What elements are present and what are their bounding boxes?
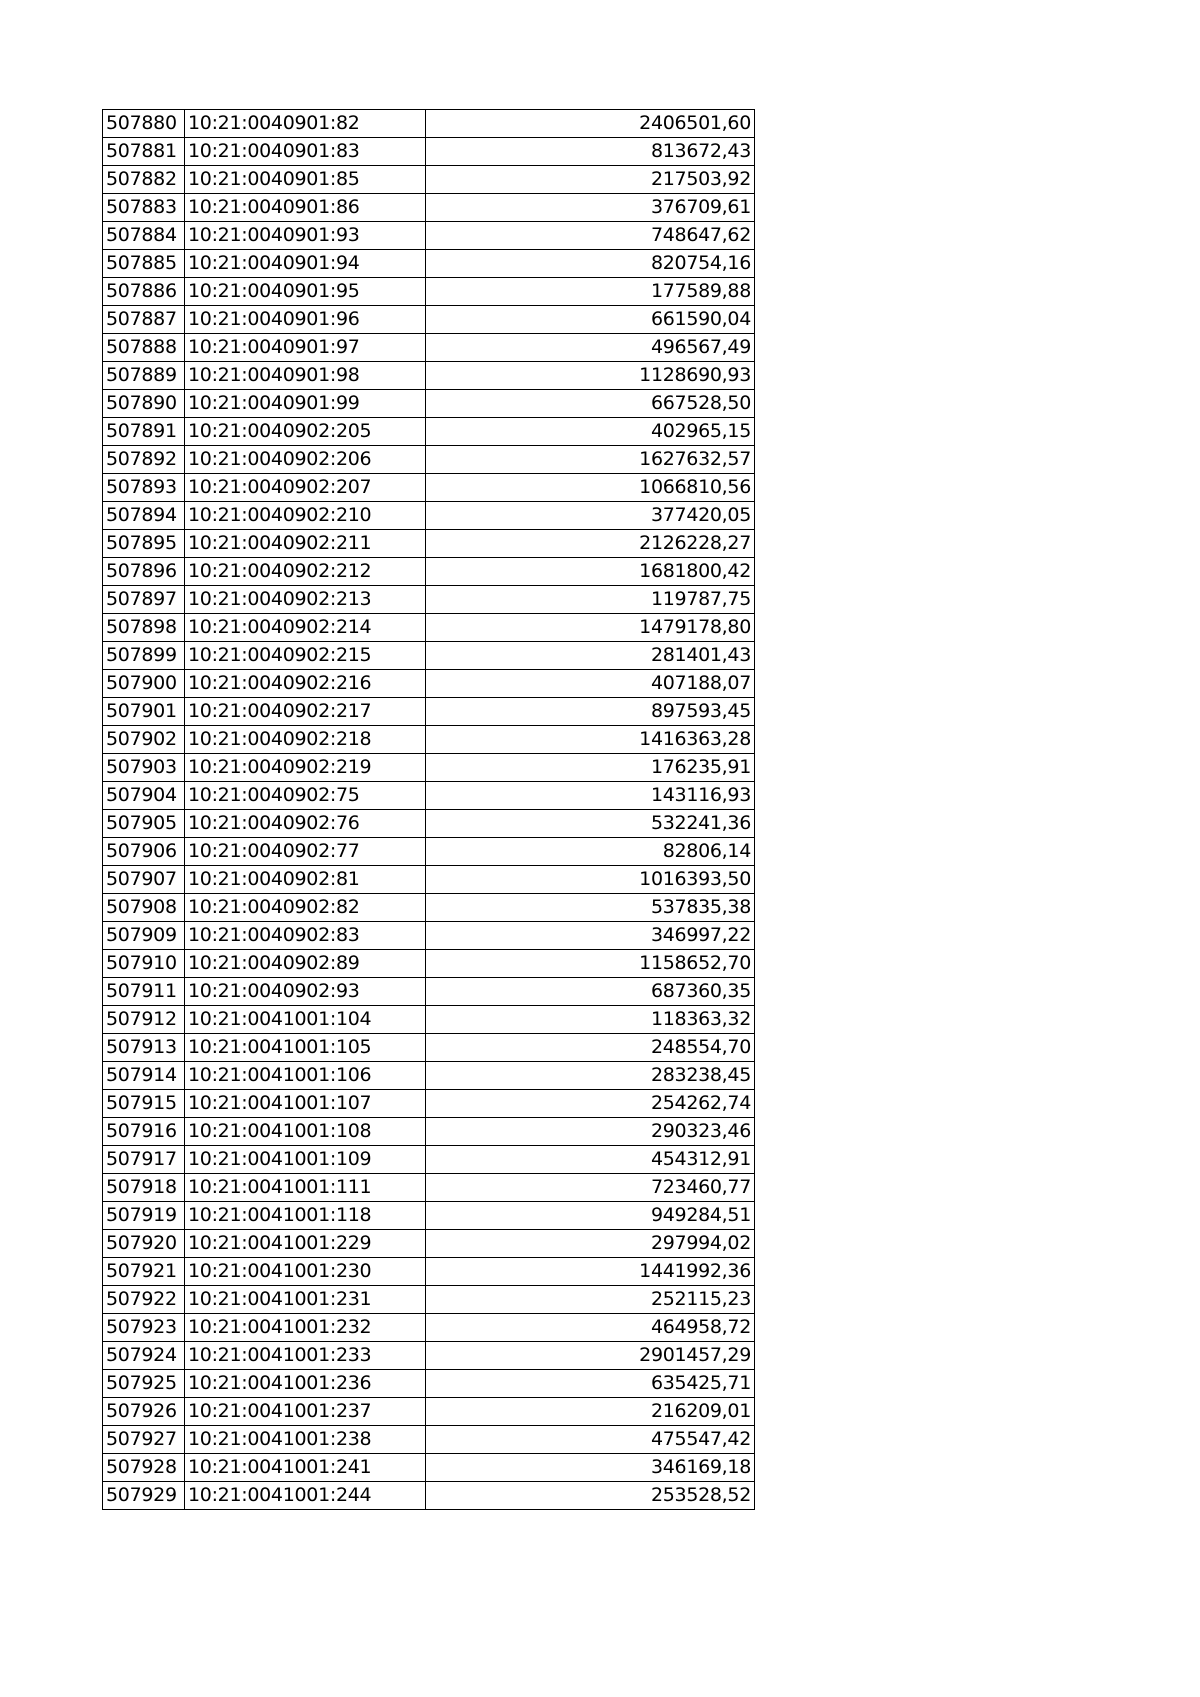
table-row — [103, 1258, 755, 1286]
cadastral-number-cell: 10:21:0040902:77 — [185, 838, 426, 866]
row-id-cell: 507925 — [103, 1370, 185, 1398]
value-cell: 897593,45 — [426, 698, 755, 726]
value-cell: 687360,35 — [426, 978, 755, 1006]
table-row — [103, 334, 755, 362]
table-row — [103, 754, 755, 782]
value-cell: 1441992,36 — [426, 1258, 755, 1286]
table-row — [103, 1062, 755, 1090]
row-id-cell: 507892 — [103, 446, 185, 474]
row-id-cell: 507926 — [103, 1398, 185, 1426]
row-id-cell: 507912 — [103, 1006, 185, 1034]
row-id-cell: 507906 — [103, 838, 185, 866]
value-cell: 1158652,70 — [426, 950, 755, 978]
cadastral-number-cell: 10:21:0040901:98 — [185, 362, 426, 390]
cadastral-number-cell: 10:21:0040902:218 — [185, 726, 426, 754]
cadastral-number-cell: 10:21:0040901:95 — [185, 278, 426, 306]
value-cell: 119787,75 — [426, 586, 755, 614]
table-row — [103, 558, 755, 586]
row-id-cell: 507917 — [103, 1146, 185, 1174]
table-row — [103, 1146, 755, 1174]
value-cell: 635425,71 — [426, 1370, 755, 1398]
table-row — [103, 782, 755, 810]
row-id-cell: 507894 — [103, 502, 185, 530]
cadastral-number-cell: 10:21:0040902:214 — [185, 614, 426, 642]
row-id-cell: 507884 — [103, 222, 185, 250]
cadastral-number-cell: 10:21:0041001:229 — [185, 1230, 426, 1258]
table-row — [103, 222, 755, 250]
cadastral-number-cell: 10:21:0040902:81 — [185, 866, 426, 894]
table-row — [103, 1230, 755, 1258]
value-cell: 253528,52 — [426, 1482, 755, 1510]
value-cell: 217503,92 — [426, 166, 755, 194]
row-id-cell: 507915 — [103, 1090, 185, 1118]
value-cell: 1627632,57 — [426, 446, 755, 474]
table-row — [103, 1454, 755, 1482]
cadastral-number-cell: 10:21:0040902:211 — [185, 530, 426, 558]
value-cell: 254262,74 — [426, 1090, 755, 1118]
row-id-cell: 507911 — [103, 978, 185, 1006]
row-id-cell: 507888 — [103, 334, 185, 362]
value-cell: 1016393,50 — [426, 866, 755, 894]
row-id-cell: 507905 — [103, 810, 185, 838]
cadastral-number-cell: 10:21:0040901:97 — [185, 334, 426, 362]
cadastral-number-cell: 10:21:0040902:83 — [185, 922, 426, 950]
table-row — [103, 1034, 755, 1062]
table-row — [103, 1482, 755, 1510]
table-row — [103, 642, 755, 670]
table-row — [103, 194, 755, 222]
table-row — [103, 1118, 755, 1146]
value-cell: 177589,88 — [426, 278, 755, 306]
row-id-cell: 507904 — [103, 782, 185, 810]
value-cell: 475547,42 — [426, 1426, 755, 1454]
table-row — [103, 250, 755, 278]
row-id-cell: 507908 — [103, 894, 185, 922]
row-id-cell: 507928 — [103, 1454, 185, 1482]
row-id-cell: 507891 — [103, 418, 185, 446]
value-cell: 667528,50 — [426, 390, 755, 418]
value-cell: 661590,04 — [426, 306, 755, 334]
cadastral-number-cell: 10:21:0040902:212 — [185, 558, 426, 586]
table-row — [103, 698, 755, 726]
value-cell: 283238,45 — [426, 1062, 755, 1090]
table-row — [103, 362, 755, 390]
row-id-cell: 507886 — [103, 278, 185, 306]
value-cell: 377420,05 — [426, 502, 755, 530]
cadastral-number-cell: 10:21:0040902:216 — [185, 670, 426, 698]
row-id-cell: 507883 — [103, 194, 185, 222]
cadastral-number-cell: 10:21:0040902:215 — [185, 642, 426, 670]
cadastral-number-cell: 10:21:0040902:89 — [185, 950, 426, 978]
value-cell: 402965,15 — [426, 418, 755, 446]
row-id-cell: 507923 — [103, 1314, 185, 1342]
table-row — [103, 950, 755, 978]
row-id-cell: 507914 — [103, 1062, 185, 1090]
cadastral-number-cell: 10:21:0040902:76 — [185, 810, 426, 838]
cadastral-number-cell: 10:21:0041001:244 — [185, 1482, 426, 1510]
table-row — [103, 670, 755, 698]
table-row — [103, 1426, 755, 1454]
cadastral-number-cell: 10:21:0040902:217 — [185, 698, 426, 726]
table-row — [103, 810, 755, 838]
value-cell: 2406501,60 — [426, 110, 755, 138]
row-id-cell: 507929 — [103, 1482, 185, 1510]
cadastral-number-cell: 10:21:0040901:85 — [185, 166, 426, 194]
row-id-cell: 507882 — [103, 166, 185, 194]
table-row — [103, 614, 755, 642]
table-row — [103, 1370, 755, 1398]
value-cell: 297994,02 — [426, 1230, 755, 1258]
row-id-cell: 507881 — [103, 138, 185, 166]
value-cell: 2901457,29 — [426, 1342, 755, 1370]
row-id-cell: 507924 — [103, 1342, 185, 1370]
cadastral-number-cell: 10:21:0041001:238 — [185, 1426, 426, 1454]
value-cell: 1416363,28 — [426, 726, 755, 754]
row-id-cell: 507900 — [103, 670, 185, 698]
row-id-cell: 507880 — [103, 110, 185, 138]
cadastral-number-cell: 10:21:0041001:231 — [185, 1286, 426, 1314]
row-id-cell: 507921 — [103, 1258, 185, 1286]
cadastral-number-cell: 10:21:0040902:205 — [185, 418, 426, 446]
cadastral-number-cell: 10:21:0040901:93 — [185, 222, 426, 250]
value-cell: 216209,01 — [426, 1398, 755, 1426]
table-row — [103, 1090, 755, 1118]
row-id-cell: 507887 — [103, 306, 185, 334]
row-id-cell: 507889 — [103, 362, 185, 390]
value-cell: 949284,51 — [426, 1202, 755, 1230]
table-row — [103, 1174, 755, 1202]
cadastral-number-cell: 10:21:0041001:230 — [185, 1258, 426, 1286]
row-id-cell: 507913 — [103, 1034, 185, 1062]
cadastral-number-cell: 10:21:0040901:94 — [185, 250, 426, 278]
cadastral-number-cell: 10:21:0040902:93 — [185, 978, 426, 1006]
table-row — [103, 1202, 755, 1230]
value-cell: 820754,16 — [426, 250, 755, 278]
value-cell: 82806,14 — [426, 838, 755, 866]
value-cell: 118363,32 — [426, 1006, 755, 1034]
row-id-cell: 507927 — [103, 1426, 185, 1454]
value-cell: 1681800,42 — [426, 558, 755, 586]
cadastral-number-cell: 10:21:0040902:219 — [185, 754, 426, 782]
table-row — [103, 530, 755, 558]
value-cell: 252115,23 — [426, 1286, 755, 1314]
value-cell: 376709,61 — [426, 194, 755, 222]
value-cell: 748647,62 — [426, 222, 755, 250]
value-cell: 143116,93 — [426, 782, 755, 810]
value-cell: 2126228,27 — [426, 530, 755, 558]
cadastral-number-cell: 10:21:0040902:82 — [185, 894, 426, 922]
value-cell: 346997,22 — [426, 922, 755, 950]
table-row — [103, 166, 755, 194]
table-row — [103, 838, 755, 866]
cadastral-number-cell: 10:21:0040901:96 — [185, 306, 426, 334]
table-row — [103, 894, 755, 922]
table-body — [103, 110, 755, 1510]
table-row — [103, 474, 755, 502]
value-cell: 464958,72 — [426, 1314, 755, 1342]
table-row — [103, 1006, 755, 1034]
row-id-cell: 507916 — [103, 1118, 185, 1146]
cadastral-number-cell: 10:21:0041001:233 — [185, 1342, 426, 1370]
cadastral-number-cell: 10:21:0040901:99 — [185, 390, 426, 418]
table-row — [103, 726, 755, 754]
row-id-cell: 507885 — [103, 250, 185, 278]
value-cell: 813672,43 — [426, 138, 755, 166]
row-id-cell: 507898 — [103, 614, 185, 642]
table-row — [103, 306, 755, 334]
cadastral-number-cell: 10:21:0041001:241 — [185, 1454, 426, 1482]
row-id-cell: 507897 — [103, 586, 185, 614]
cadastral-number-cell: 10:21:0040902:206 — [185, 446, 426, 474]
cadastral-number-cell: 10:21:0040902:207 — [185, 474, 426, 502]
table-row — [103, 390, 755, 418]
row-id-cell: 507910 — [103, 950, 185, 978]
row-id-cell: 507895 — [103, 530, 185, 558]
cadastral-number-cell: 10:21:0040902:75 — [185, 782, 426, 810]
value-cell: 176235,91 — [426, 754, 755, 782]
value-cell: 454312,91 — [426, 1146, 755, 1174]
cadastral-number-cell: 10:21:0041001:111 — [185, 1174, 426, 1202]
row-id-cell: 507918 — [103, 1174, 185, 1202]
value-cell: 723460,77 — [426, 1174, 755, 1202]
table-row — [103, 1342, 755, 1370]
cadastral-number-cell: 10:21:0040901:86 — [185, 194, 426, 222]
cadastral-number-cell: 10:21:0041001:237 — [185, 1398, 426, 1426]
row-id-cell: 507919 — [103, 1202, 185, 1230]
cadastral-number-cell: 10:21:0040901:82 — [185, 110, 426, 138]
value-cell: 281401,43 — [426, 642, 755, 670]
value-cell: 407188,07 — [426, 670, 755, 698]
value-cell: 346169,18 — [426, 1454, 755, 1482]
row-id-cell: 507890 — [103, 390, 185, 418]
value-cell: 496567,49 — [426, 334, 755, 362]
cadastral-number-cell: 10:21:0040902:210 — [185, 502, 426, 530]
table-row — [103, 110, 755, 138]
table-row — [103, 978, 755, 1006]
value-cell: 290323,46 — [426, 1118, 755, 1146]
row-id-cell: 507920 — [103, 1230, 185, 1258]
value-cell: 248554,70 — [426, 1034, 755, 1062]
cadastral-number-cell: 10:21:0041001:106 — [185, 1062, 426, 1090]
row-id-cell: 507893 — [103, 474, 185, 502]
table-row — [103, 922, 755, 950]
table-row — [103, 418, 755, 446]
cadastral-number-cell: 10:21:0041001:108 — [185, 1118, 426, 1146]
cadastral-number-cell: 10:21:0041001:232 — [185, 1314, 426, 1342]
value-cell: 532241,36 — [426, 810, 755, 838]
row-id-cell: 507903 — [103, 754, 185, 782]
cadastral-number-cell: 10:21:0041001:104 — [185, 1006, 426, 1034]
table-row — [103, 502, 755, 530]
cadastral-number-cell: 10:21:0041001:109 — [185, 1146, 426, 1174]
cadastral-number-cell: 10:21:0040901:83 — [185, 138, 426, 166]
cadastral-number-cell: 10:21:0041001:236 — [185, 1370, 426, 1398]
table-row — [103, 866, 755, 894]
value-cell: 1128690,93 — [426, 362, 755, 390]
table-row — [103, 446, 755, 474]
row-id-cell: 507896 — [103, 558, 185, 586]
table-row — [103, 1286, 755, 1314]
row-id-cell: 507907 — [103, 866, 185, 894]
row-id-cell: 507909 — [103, 922, 185, 950]
data-table — [102, 109, 755, 1510]
value-cell: 537835,38 — [426, 894, 755, 922]
cadastral-number-cell: 10:21:0041001:118 — [185, 1202, 426, 1230]
table-row — [103, 278, 755, 306]
row-id-cell: 507901 — [103, 698, 185, 726]
table-row — [103, 138, 755, 166]
table-row — [103, 586, 755, 614]
table-row — [103, 1398, 755, 1426]
value-cell: 1066810,56 — [426, 474, 755, 502]
row-id-cell: 507902 — [103, 726, 185, 754]
cadastral-number-cell: 10:21:0041001:105 — [185, 1034, 426, 1062]
table-row — [103, 1314, 755, 1342]
cadastral-number-cell: 10:21:0040902:213 — [185, 586, 426, 614]
value-cell: 1479178,80 — [426, 614, 755, 642]
cadastral-number-cell: 10:21:0041001:107 — [185, 1090, 426, 1118]
row-id-cell: 507922 — [103, 1286, 185, 1314]
row-id-cell: 507899 — [103, 642, 185, 670]
